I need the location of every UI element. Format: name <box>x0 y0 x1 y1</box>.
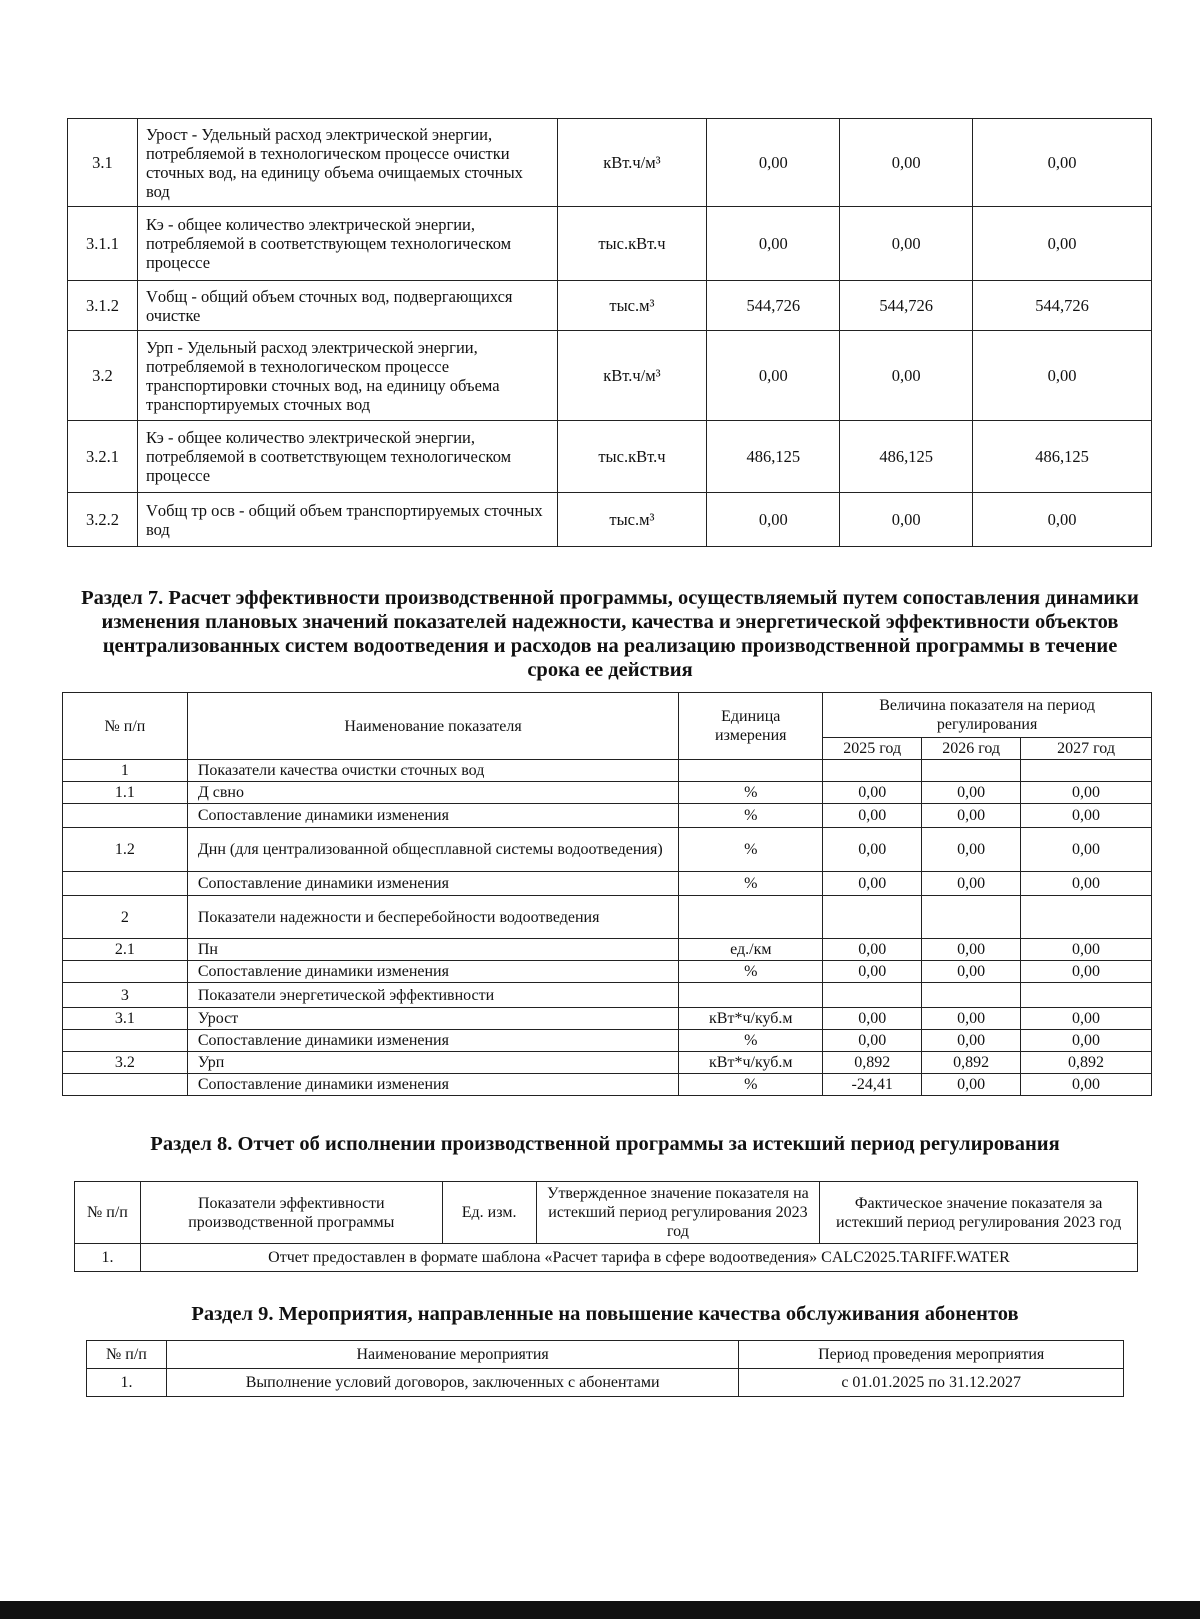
indicator-name: Vобщ - общий объем сточных вод, подвергающихся очистке <box>137 281 557 331</box>
value-cell: 0,00 <box>1021 939 1152 961</box>
row-number: 3.2 <box>63 1052 188 1074</box>
value-cell <box>1021 896 1152 939</box>
row-number: 1. <box>75 1244 141 1272</box>
value-cell: 544,726 <box>840 281 973 331</box>
header-year: 2025 год <box>823 738 922 760</box>
indicator-name: Кэ - общее количество электрической энергии, потребляемой в соответствующем технологическом процессе <box>137 207 557 281</box>
measure-period: с 01.01.2025 по 31.12.2027 <box>739 1369 1124 1397</box>
header-number: № п/п <box>63 693 188 760</box>
table-row <box>63 760 1152 782</box>
row-number <box>63 1030 188 1052</box>
table-row <box>68 119 1152 207</box>
value-cell: 0,00 <box>1021 828 1152 872</box>
value-cell: 0,00 <box>973 207 1152 281</box>
value-cell: 0,00 <box>823 782 922 804</box>
value-cell: 0,892 <box>922 1052 1021 1074</box>
indicator-name: Сопоставление динамики изменения <box>187 804 678 828</box>
row-number <box>63 804 188 828</box>
table-row <box>63 1030 1152 1052</box>
header-actual: Фактическое значение показателя за истекший период регулирования 2023 год <box>820 1182 1138 1244</box>
indicator-name: Показатели качества очистки сточных вод <box>187 760 678 782</box>
value-cell: 486,125 <box>840 421 973 493</box>
value-cell <box>922 983 1021 1008</box>
table-row <box>63 961 1152 983</box>
value-cell: 0,00 <box>922 782 1021 804</box>
row-number: 3 <box>63 983 188 1008</box>
table-row <box>63 983 1152 1008</box>
value-cell: 0,00 <box>823 1030 922 1052</box>
header-name: Наименование мероприятия <box>166 1341 738 1369</box>
row-number: 1.1 <box>63 782 188 804</box>
unit-cell: тыс.кВт.ч <box>557 207 707 281</box>
unit-cell: кВт*ч/куб.м <box>679 1008 823 1030</box>
indicator-name: Сопоставление динамики изменения <box>187 872 678 896</box>
row-number: 2 <box>63 896 188 939</box>
unit-cell: тыс.кВт.ч <box>557 421 707 493</box>
unit-cell: кВт.ч/м³ <box>557 331 707 421</box>
value-cell <box>823 760 922 782</box>
value-cell: 0,00 <box>840 119 973 207</box>
row-number: 1. <box>87 1369 167 1397</box>
value-cell: 0,00 <box>823 804 922 828</box>
measure-name: Выполнение условий договоров, заключенных с абонентами <box>166 1369 738 1397</box>
header-year: 2026 год <box>922 738 1021 760</box>
header-period: Величина показателя на период регулирования <box>823 693 1152 738</box>
value-cell: 0,00 <box>823 828 922 872</box>
value-cell: 0,00 <box>922 1008 1021 1030</box>
table-header-row <box>87 1341 1124 1369</box>
unit-cell: % <box>679 872 823 896</box>
value-cell: 0,00 <box>1021 804 1152 828</box>
indicator-name: Урост - Удельный расход электрической энергии, потребляемой в технологическом процессе очистки сточных вод, на единицу объема очищаемых сточных вод <box>137 119 557 207</box>
row-number: 1 <box>63 760 188 782</box>
scan-edge <box>0 1601 1200 1619</box>
value-cell: 0,00 <box>823 872 922 896</box>
value-cell <box>1021 760 1152 782</box>
table-row <box>68 421 1152 493</box>
row-number <box>63 872 188 896</box>
value-cell <box>823 896 922 939</box>
indicator-name: Сопоставление динамики изменения <box>187 961 678 983</box>
value-cell: 0,00 <box>823 1008 922 1030</box>
indicator-name: Показатели энергетической эффективности <box>187 983 678 1008</box>
value-cell: 486,125 <box>973 421 1152 493</box>
header-approved: Утвержденное значение показателя на истекший период регулирования 2023 год <box>536 1182 820 1244</box>
header-year: 2027 год <box>1021 738 1152 760</box>
value-cell: 0,00 <box>1021 1030 1152 1052</box>
unit-cell: % <box>679 1074 823 1096</box>
value-cell: 0,00 <box>1021 1008 1152 1030</box>
row-number: 3.1 <box>63 1008 188 1030</box>
value-cell: 0,00 <box>840 331 973 421</box>
unit-cell: ед./км <box>679 939 823 961</box>
table-row <box>63 782 1152 804</box>
indicator-name: Сопоставление динамики изменения <box>187 1030 678 1052</box>
report-note: Отчет предоставлен в формате шаблона «Расчет тарифа в сфере водоотведения» CALC2025.TARIFF.WATER <box>140 1244 1137 1272</box>
measures-table <box>86 1340 1124 1397</box>
value-cell: 0,00 <box>1021 1074 1152 1096</box>
table-row <box>87 1369 1124 1397</box>
section-9-title: Раздел 9. Мероприятия, направленные на повышение качества обслуживания абонентов <box>191 1303 1019 1325</box>
header-name: Показатели эффективности производственной программы <box>140 1182 442 1244</box>
unit-cell: % <box>679 961 823 983</box>
unit-cell: % <box>679 828 823 872</box>
value-cell: 0,00 <box>922 1074 1021 1096</box>
table-row <box>75 1244 1138 1272</box>
row-number: 3.1.2 <box>68 281 138 331</box>
row-number: 3.2 <box>68 331 138 421</box>
table-header-row <box>63 693 1152 738</box>
value-cell: 0,892 <box>823 1052 922 1074</box>
unit-cell: кВт*ч/куб.м <box>679 1052 823 1074</box>
value-cell: 0,00 <box>922 961 1021 983</box>
section-8-title: Раздел 8. Отчет об исполнении производственной программы за истекший период регулирования <box>150 1133 1060 1155</box>
value-cell: 0,892 <box>1021 1052 1152 1074</box>
report-table <box>74 1181 1138 1272</box>
value-cell: 0,00 <box>1021 782 1152 804</box>
value-cell: 0,00 <box>707 331 840 421</box>
indicator-name: Пн <box>187 939 678 961</box>
indicator-name: Кэ - общее количество электрической энергии, потребляемой в соответствующем технологическом процессе <box>137 421 557 493</box>
table-row <box>63 1008 1152 1030</box>
value-cell: 0,00 <box>707 493 840 547</box>
value-cell: 0,00 <box>922 939 1021 961</box>
unit-cell: % <box>679 782 823 804</box>
value-cell: 0,00 <box>840 207 973 281</box>
value-cell: -24,41 <box>823 1074 922 1096</box>
value-cell <box>1021 983 1152 1008</box>
value-cell <box>922 760 1021 782</box>
table-row <box>63 872 1152 896</box>
indicator-name: Днн (для централизованной общесплавной системы водоотведения) <box>187 828 678 872</box>
table-row <box>63 896 1152 939</box>
table-row <box>63 1052 1152 1074</box>
indicator-table-energy <box>67 118 1152 547</box>
indicator-name: Сопоставление динамики изменения <box>187 1074 678 1096</box>
table-row <box>68 331 1152 421</box>
row-number <box>63 961 188 983</box>
row-number: 3.2.1 <box>68 421 138 493</box>
table-row <box>68 493 1152 547</box>
value-cell: 0,00 <box>973 119 1152 207</box>
unit-cell <box>679 983 823 1008</box>
unit-cell: тыс.м³ <box>557 493 707 547</box>
value-cell: 0,00 <box>1021 872 1152 896</box>
header-name: Наименование показателя <box>187 693 678 760</box>
unit-cell: % <box>679 1030 823 1052</box>
unit-cell: % <box>679 804 823 828</box>
value-cell: 0,00 <box>973 493 1152 547</box>
row-number: 3.2.2 <box>68 493 138 547</box>
efficiency-table <box>62 692 1152 1096</box>
table-header-row <box>75 1182 1138 1244</box>
unit-cell: кВт.ч/м³ <box>557 119 707 207</box>
table-row <box>63 1074 1152 1096</box>
indicator-name: Урп - Удельный расход электрической энергии, потребляемой в технологическом процессе транспортировки сточных вод, на единицу объема транспортируемых сточных вод <box>137 331 557 421</box>
row-number: 3.1.1 <box>68 207 138 281</box>
value-cell: 0,00 <box>922 828 1021 872</box>
section-7-title: Раздел 7. Расчет эффективности производственной программы, осуществляемый путем сопоставления динамики изменения плановых значений показателей надежности, качества и энергетической эффективности объектов централизованных систем водоотведения и расходов на реализацию производственной программы в течение срока ее действия <box>81 587 1139 681</box>
indicator-name: Показатели надежности и бесперебойности водоотведения <box>187 896 678 939</box>
header-number: № п/п <box>75 1182 141 1244</box>
value-cell: 0,00 <box>922 804 1021 828</box>
value-cell <box>922 896 1021 939</box>
indicator-name: Урп <box>187 1052 678 1074</box>
value-cell: 544,726 <box>973 281 1152 331</box>
value-cell: 0,00 <box>922 1030 1021 1052</box>
indicator-name: Урост <box>187 1008 678 1030</box>
value-cell: 0,00 <box>922 872 1021 896</box>
value-cell: 0,00 <box>973 331 1152 421</box>
indicator-name: Д свно <box>187 782 678 804</box>
row-number: 3.1 <box>68 119 138 207</box>
table-row <box>68 281 1152 331</box>
value-cell: 486,125 <box>707 421 840 493</box>
value-cell: 0,00 <box>707 119 840 207</box>
header-number: № п/п <box>87 1341 167 1369</box>
indicator-name: Vобщ тр осв - общий объем транспортируемых сточных вод <box>137 493 557 547</box>
table-row <box>68 207 1152 281</box>
value-cell: 0,00 <box>823 961 922 983</box>
value-cell: 0,00 <box>1021 961 1152 983</box>
table-row <box>63 828 1152 872</box>
unit-cell: тыс.м³ <box>557 281 707 331</box>
value-cell: 0,00 <box>707 207 840 281</box>
row-number <box>63 1074 188 1096</box>
header-unit: Единица измерения <box>679 693 823 760</box>
value-cell: 0,00 <box>823 939 922 961</box>
table-row <box>63 939 1152 961</box>
header-period: Период проведения мероприятия <box>739 1341 1124 1369</box>
row-number: 1.2 <box>63 828 188 872</box>
table-row <box>63 804 1152 828</box>
header-unit: Ед. изм. <box>442 1182 536 1244</box>
unit-cell <box>679 760 823 782</box>
value-cell: 0,00 <box>840 493 973 547</box>
value-cell <box>823 983 922 1008</box>
row-number: 2.1 <box>63 939 188 961</box>
value-cell: 544,726 <box>707 281 840 331</box>
unit-cell <box>679 896 823 939</box>
